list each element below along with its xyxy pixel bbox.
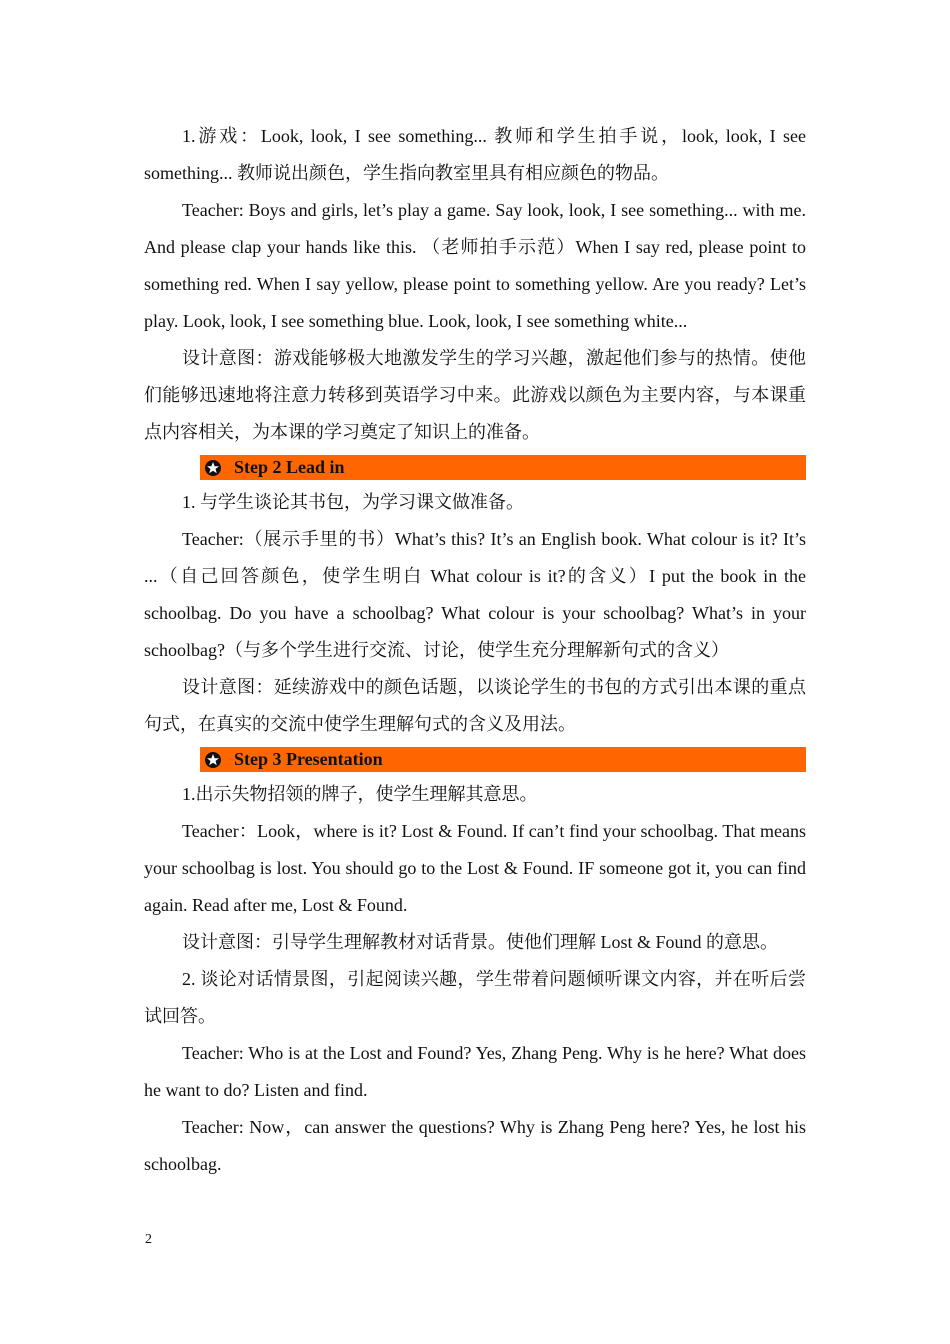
page-number: 2 [145,1232,152,1247]
step-3-label: Step 3 Presentation [234,749,383,769]
star-in-circle-icon [202,457,224,479]
paragraph-teacher-book: Teacher:（展示手里的书）What’s this? It’s an English book. What colour is it? It’s ...（自己回答颜色，使学生明白 What colour is it?的含义）I put the book in the schoolbag. Do you have a schoolbag? What colour is your schoolbag? What’s in your schoolbag?（与多个学生进行交流、讨论，使学生充分理解新句式的含义） [144,529,806,660]
paragraph-game-intro: 1.游戏：Look, look, I see something... 教师和学生拍手说，look, look, I see something... 教师说出颜色，学生指向教室里具有相应颜色的物品。 [144,126,806,183]
star-in-circle-icon [202,749,224,771]
paragraph-teacher-who: Teacher: Who is at the Lost and Found? Yes, Zhang Peng. Why is he here? What does he want to do? Listen and find. [144,1043,806,1100]
paragraph-design-intent-3: 设计意图：引导学生理解教材对话背景。使他们理解 Lost & Found 的意思。 [182,932,779,952]
step-2-label: Step 2 Lead in [234,457,345,477]
paragraph-design-intent-2: 设计意图：延续游戏中的颜色话题，以谈论学生的书包的方式引出本课的重点句式，在真实的交流中使学生理解句式的含义及用法。 [144,677,806,734]
step-3-heading [200,747,806,772]
page-content [144,118,806,1183]
paragraph-teacher-now: Teacher: Now，can answer the questions? Why is Zhang Peng here? Yes, he lost his schoolbag. [144,1117,806,1174]
paragraph-dialogue-scene: 2. 谈论对话情景图，引起阅读兴趣，学生带着问题倾听课文内容，并在听后尝试回答。 [144,969,806,1026]
step-2-heading [200,455,806,480]
paragraph-teacher-game: Teacher: Boys and girls, let’s play a game. Say look, look, I see something... with me. And please clap your hands like this. （老师拍手示范）When I say red, please point to something red. When I say yellow, please point to something yellow. Are you ready? Let’s play. Look, look, I see something blue. Look, look, I see something white... [144,200,806,331]
paragraph-design-intent-1: 设计意图：游戏能够极大地激发学生的学习兴趣，激起他们参与的热情。使他们能够迅速地将注意力转移到英语学习中来。此游戏以颜色为主要内容，与本课重点内容相关，为本课的学习奠定了知识上的准备。 [144,348,806,442]
paragraph-teacher-lost-found: Teacher：Look，where is it? Lost & Found. If can’t find your schoolbag. That means your schoolbag is lost. You should go to the Lost & Found. IF someone got it, you can find again. Read after me, Lost & Found. [144,821,806,915]
paragraph-lost-found-sign: 1.出示失物招领的牌子，使学生理解其意思。 [182,784,538,804]
paragraph-schoolbag-talk: 1. 与学生谈论其书包，为学习课文做准备。 [182,492,524,512]
